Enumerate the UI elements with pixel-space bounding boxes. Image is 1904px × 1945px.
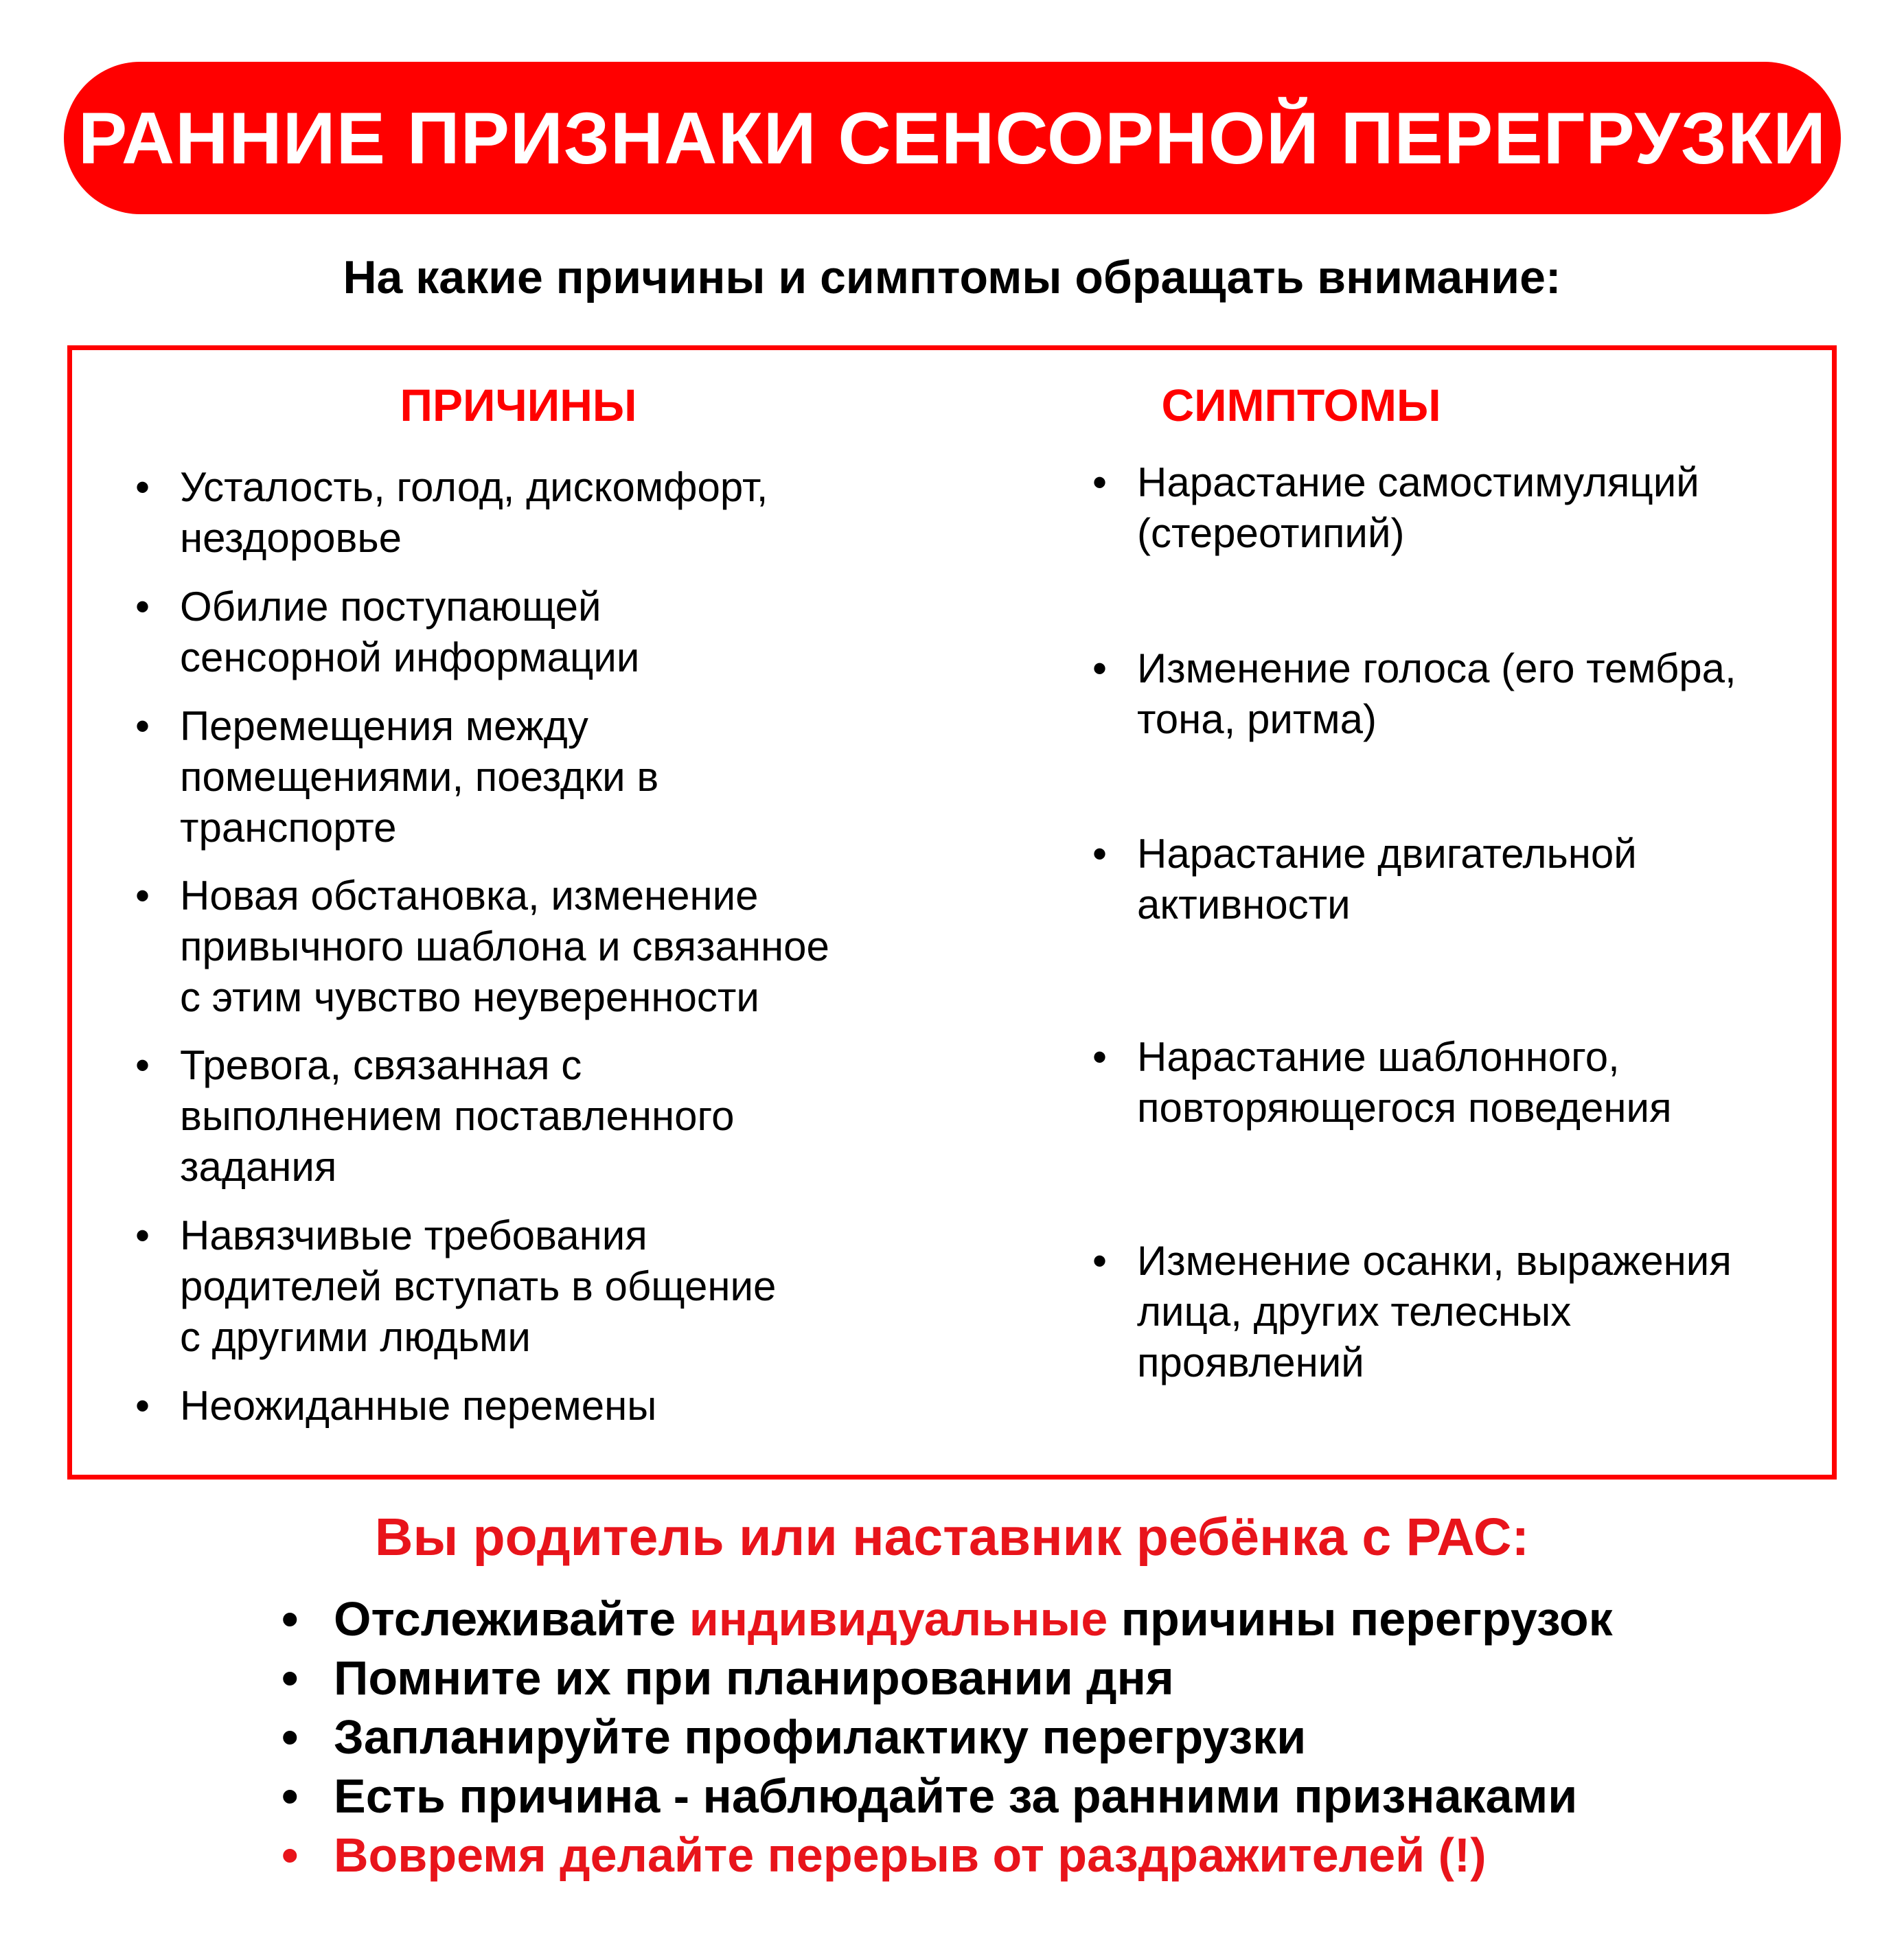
title-banner bbox=[64, 62, 1841, 214]
advice-text-start: Отслеживайте bbox=[334, 1592, 689, 1646]
cause-text: Неожиданные перемены bbox=[180, 1383, 657, 1429]
bullet-icon: • bbox=[282, 1651, 299, 1705]
bullet-icon: • bbox=[1092, 645, 1108, 691]
cause-text: Обилие поступающей сенсорной информации bbox=[180, 584, 640, 680]
advice-text: Вовремя делайте перерыв от раздражителей (!) bbox=[334, 1828, 1487, 1882]
cause-text: Перемещения между помещениями, поездки в транспорте bbox=[180, 703, 659, 851]
advice-item bbox=[282, 1648, 1613, 1707]
bullet-icon: • bbox=[1092, 459, 1108, 505]
advice-heading: Вы родитель или наставник ребёнка с РАС: bbox=[374, 1508, 1530, 1567]
bullet-icon: • bbox=[135, 1042, 150, 1088]
bullet-icon: • bbox=[135, 464, 150, 510]
bullet-icon: • bbox=[282, 1828, 299, 1882]
advice-item bbox=[282, 1589, 1613, 1648]
advice-list bbox=[282, 1589, 1613, 1885]
bullet-icon: • bbox=[282, 1769, 299, 1823]
cause-text: Усталость, голод, дискомфорт, нездоровье bbox=[180, 464, 768, 561]
bullet-icon: • bbox=[135, 873, 150, 919]
cause-text: Навязчивые требования родителей вступать в общение с другими людьми bbox=[180, 1212, 777, 1360]
symptom-text: Нарастание шаблонного, повторяющегося поведения bbox=[1137, 1034, 1672, 1131]
cause-text: Новая обстановка, изменение привычного шаблона и связанное с этим чувство неуверенности bbox=[180, 873, 829, 1020]
bullet-icon: • bbox=[135, 584, 150, 630]
symptom-text: Изменение голоса (его тембра, тона, ритма) bbox=[1137, 645, 1736, 742]
bullet-icon: • bbox=[1092, 1034, 1108, 1080]
advice-text: Есть причина - наблюдайте за ранними признаками bbox=[334, 1769, 1578, 1823]
bullet-icon: • bbox=[282, 1710, 299, 1764]
bullet-icon: • bbox=[135, 1212, 150, 1258]
advice-highlight: индивидуальные bbox=[689, 1592, 1108, 1646]
bullet-icon: • bbox=[135, 1383, 150, 1429]
symptom-text: Изменение осанки, выражения лица, других телесных проявлений bbox=[1137, 1238, 1732, 1385]
symptom-text: Нарастание двигательной активности bbox=[1137, 831, 1637, 928]
causes-heading: ПРИЧИНЫ bbox=[400, 380, 637, 430]
subtitle: На какие причины и симптомы обращать внимание: bbox=[343, 251, 1561, 303]
page-title: РАННИЕ ПРИЗНАКИ СЕНСОРНОЙ ПЕРЕГРУЗКИ bbox=[78, 97, 1827, 179]
symptom-text: Нарастание самостимуляций (стереотипий) bbox=[1137, 459, 1699, 556]
advice-item-highlight bbox=[282, 1826, 1613, 1885]
advice-text: Помните их при планировании дня bbox=[334, 1651, 1174, 1705]
symptoms-heading: СИМПТОМЫ bbox=[1161, 380, 1441, 430]
advice-item bbox=[282, 1707, 1613, 1766]
bullet-icon: • bbox=[282, 1592, 299, 1646]
advice-text: Запланируйте профилактику перегрузки bbox=[334, 1710, 1307, 1764]
causes-symptoms-box bbox=[67, 345, 1837, 1480]
bullet-icon: • bbox=[1092, 831, 1108, 877]
bullet-icon: • bbox=[1092, 1238, 1108, 1284]
advice-item bbox=[282, 1766, 1613, 1826]
advice-text-end: причины перегрузок bbox=[1108, 1592, 1613, 1646]
bullet-icon: • bbox=[135, 703, 150, 749]
cause-text: Тревога, связанная с выполнением поставленного задания bbox=[180, 1042, 735, 1190]
